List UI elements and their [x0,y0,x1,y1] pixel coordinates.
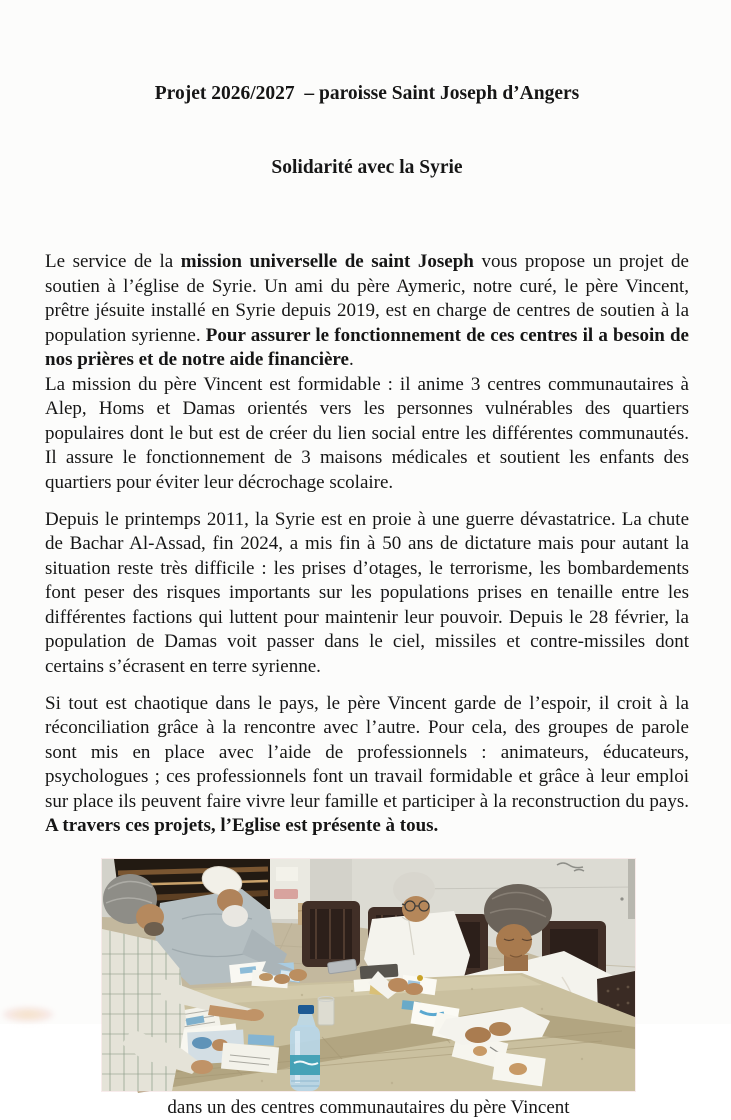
photo-figure [102,859,635,1120]
text-run: Si tout est chaotique dans le pays, le père Vincent garde de l’espoir, il croit à la réconciliation grâce à la rencontre avec l’autre. Pour cela, des groupes de parole sont mis en place avec l’aide de professionnels : animateurs, éducateurs, psychologues ; ces professionnels font un travail formidable et grâce à leur emploi sur place ils peuvent faire vivre leur famille et participer à la reconstruction du pays. [45,692,689,812]
paragraph-mission-pere-vincent: La mission du père Vincent est formidable : il anime 3 centres communautaires à Alep, Homs et Damas orientés vers les personnes vulnérables des quartiers populaires dont le but est de créer du lien social entre les différentes communautés. Il assure le fonctionnement de 3 maisons médicales et soutient les enfants des quartiers pour éviter leur décrochage scolaire. [45,373,689,493]
body-text [45,250,689,839]
paragraph-mission-universelle [45,250,689,373]
scan-smudge [2,1007,54,1022]
photo-caption: dans un des centres communautaires du père Vincent [167,1096,570,1118]
plastic-cup [318,996,334,1025]
text-run-bold: A travers ces projets, l’Eglise est présente à tous. [45,815,439,836]
title-line-1: Projet 2026/2027 – paroisse Saint Joseph d’Angers [154,83,580,104]
text-run-bold: mission universelle de saint Joseph [180,251,474,272]
text-run: . [348,349,354,370]
document-title [45,33,689,229]
paragraph-espoir-reconciliation [45,692,689,839]
text-run: vous propose un projet de soutien à l’église de Syrie. Un ami du père Aymeric, notre curé, le père Vincent, prêtre jésuite installé en Syrie depuis 2019, est en charge de centres de soutien à la population syrienne. [45,251,689,346]
community-center-photo [102,859,635,1091]
text-run-bold: Pour assurer le fonctionnement de ces centres il a besoin de nos prières et de notre aide financière [45,324,689,370]
gold-watch [417,975,423,981]
white-beard [222,905,248,927]
paragraph-guerre-syrie: Depuis le printemps 2011, la Syrie est en proie à une guerre dévastatrice. La chute de Bachar Al-Assad, fin 2024, a mis fin à 50 ans de dictature mais pour autant la situation reste très difficile : les prises d’otages, le terrorisme, les bombardements font peser des risques importants sur les populations prises en tenaille entre les différentes factions qui luttent pour maintenir leur pouvoir. Depuis le 28 février, la population de Damas voit passer dans le ciel, missiles et contre-missiles dont certains s’écrasent en terre syrienne. [45,508,689,677]
title-line-2: Solidarité avec la Syrie [271,156,463,178]
text-run: Le service de la [45,251,181,272]
